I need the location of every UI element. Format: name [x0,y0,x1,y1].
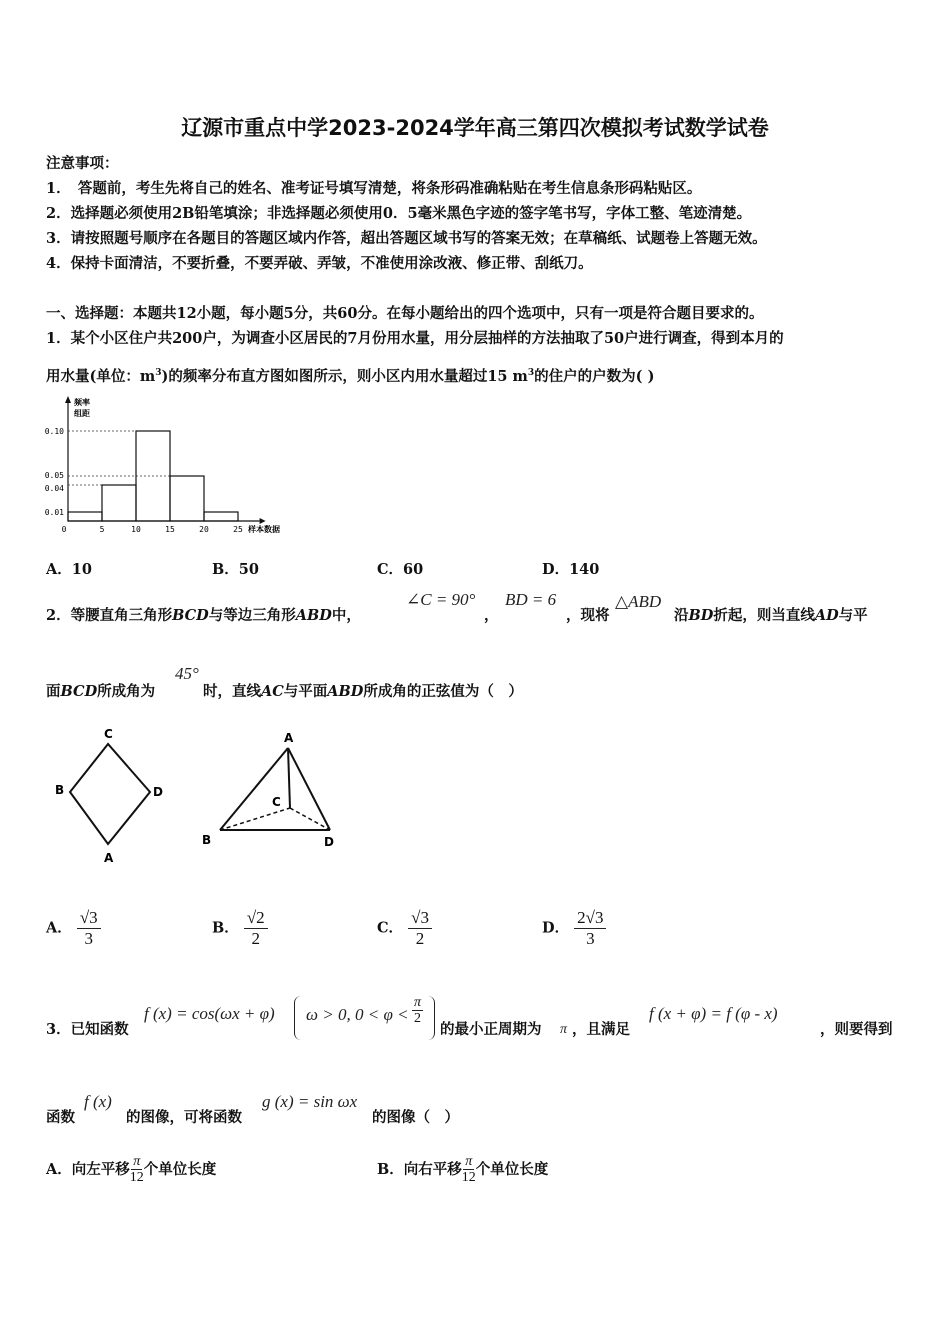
q3-math-fx: f (x) [84,1092,112,1111]
histogram-bar [204,512,238,521]
q1-line2: 用水量(单位：$m^3$)的频率分布直方图如图所示，则小区内用水量超过15 $m^3$的住户的户数为( ) [46,368,655,385]
fig1-label-a: A [104,851,114,865]
notice-item-3: 3．请按照题号顺序在各题目的答题区域内作答，超出答题区域书写的答案无效；在草稿纸、试题卷上答题无效。 [46,230,767,247]
q2-line2-start: 面BCD所成角为 [46,683,156,700]
q3-text-1: 3．已知函数 [46,1021,129,1038]
section-heading: 一、选择题：本题共12小题，每小题5分，共60分。在每小题给出的四个选项中，只有一项是符合题目要求的。 [46,305,764,322]
q3-option-b: B．向右平移 $\frac{\pi}{12}$ 个单位长度 [377,1154,549,1185]
histogram-bar [68,512,102,521]
q2-math-triangle: △ABD [615,592,662,611]
q2-comma: ， [484,607,499,624]
q2-option-d: D． $\frac{2√3}{3}$ [542,908,606,949]
q1-option-a: A．10 [46,561,92,578]
q2-line1-end: 沿BD折起，则当直线AD与平 [674,607,868,624]
q2-option-c: C． $\frac{√3}{2}$ [377,908,432,949]
q2-math-angle-c: ∠C = 90° [406,590,476,609]
q3-paren-right [428,996,435,1040]
page-title: 辽源市重点中学2023-2024学年高三第四次模拟考试数学试卷 [181,116,769,140]
q3-text-3: ，且满足 [572,1021,630,1038]
fig2-label-b: B [202,833,212,847]
q1-option-d: D．140 [542,561,600,578]
notice-item-4: 4．保持卡面清洁，不要折叠，不要弄破、弄皱，不准使用涂改液、修正带、刮纸刀。 [46,255,593,272]
q3-line2-mid: 的图像，可将函数 [126,1109,242,1126]
q2-figures [50,724,350,866]
q3-text-2: 的最小正周期为 [440,1021,542,1038]
x-tick-label: 5 [99,525,105,534]
notice-item-2: 2．选择题必须使用2B铅笔填涂；非选择题必须使用0．5毫米黑色字迹的签字笔书写，字体工整、笔迹清楚。 [46,205,752,222]
q1-line1: 1．某个小区住户共200户，为调查小区居民的7月份用水量，用分层抽样的方法抽取了50户进行调查，得到本月的 [46,330,784,347]
q3-math-g: g (x) = sin ωx [262,1092,358,1111]
fig2-label-d: D [324,835,334,849]
y-tick-label: 0.05 [44,471,64,480]
x-tick-label: 0 [61,525,67,534]
y-tick-label: 0.10 [44,427,64,436]
x-tick-label: 20 [199,525,209,534]
fig2-label-a: A [284,731,294,745]
q3-math-f: f (x) = cos(ωx + φ) [144,1004,275,1023]
q2-line2-end: 时，直线AC与平面ABD所成角的正弦值为（ ） [203,683,523,700]
q3-math-pi-over-2: $\frac{\pi}{2}$ [414,995,422,1026]
fig1-label-b: B [55,783,65,797]
x-tick-label: 10 [131,525,141,534]
notice-heading: 注意事项： [46,155,119,172]
q2-text-2: ，现将 [566,607,610,624]
q2-line1: 2．等腰直角三角形BCD与等边三角形ABD中， [46,607,361,624]
q3-line2-start: 函数 [46,1109,75,1126]
histogram-bar [170,476,204,521]
q3-math-symmetry: f (x + φ) = f (φ - x) [649,1004,778,1023]
x-axis-arrow [260,518,266,524]
x-tick-label: 25 [233,525,243,534]
x-axis-label: 样本数据 [248,525,280,534]
q3-math-condition: ω > 0, 0 < φ < [306,1005,409,1024]
q3-math-pi: π [560,1022,568,1037]
square-figure [55,727,163,865]
q3-option-a: A．向左平移 $\frac{\pi}{12}$ 个单位长度 [46,1154,217,1185]
q3-text-4: ，则要得到 [820,1021,893,1038]
y-axis-label-2: 组距 [74,409,90,418]
q2-math-45: 45° [175,664,199,683]
fig1-label-d: D [153,785,163,799]
y-tick-label: 0.04 [44,484,64,493]
pyramid-figure [202,731,334,849]
fig2-label-c: C [272,795,281,809]
fig1-label-c: C [104,727,113,741]
q1-option-b: B．50 [212,561,259,578]
q3-line2-end: 的图像（ ） [372,1109,459,1126]
q2-option-a: A． $\frac{√3}{3}$ [46,908,101,949]
q3-paren-left [294,996,301,1040]
notice-item-1: 1． 答题前，考生先将自己的姓名、准考证号填写清楚，将条形码准确粘贴在考生信息条形码粘贴区。 [46,180,702,197]
y-axis-label: 频率 [74,398,90,407]
q2-math-bd: BD = 6 [505,590,557,609]
q1-option-c: C．60 [377,561,424,578]
histogram-bar [102,485,136,521]
q2-option-b: B． $\frac{√2}{2}$ [212,908,268,949]
y-axis-arrow [65,396,71,403]
x-tick-label: 15 [165,525,175,534]
histogram-chart [40,393,300,543]
y-tick-label: 0.01 [44,508,64,517]
